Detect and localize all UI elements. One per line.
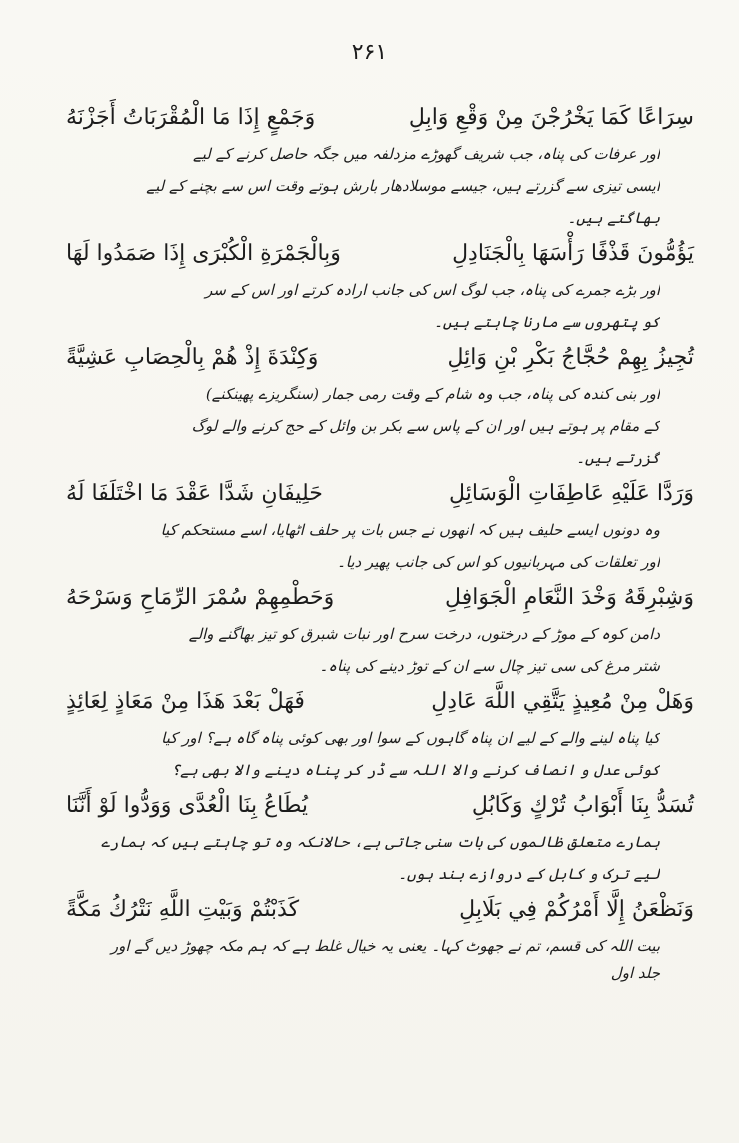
translation-line: کے مقام پر ہوتے ہیں اور ان کے پاس سے بکر بن وائل کے حج کرنے والے لوگ — [191, 417, 660, 435]
verse-first-hemistich: وَجَمْعٍ إِذَا مَا الْمُقْرَبَاتُ أَجَزْنَهُ — [66, 105, 316, 130]
urdu-translation — [60, 138, 700, 234]
translation-line: کوئی عدل و انصاف کرنے والا اللہ سے ڈر کر پناہ دینے والا بھی ہے؟ — [171, 761, 660, 779]
translation-line: اور عرفات کی پناہ، جب شریف گھوڑے مزدلفہ میں جگہ حاصل کرنے کے لیے — [192, 145, 660, 163]
page-number: ۲۶۱ — [351, 40, 388, 65]
verse-first-hemistich: وَكِنْدَةَ إِذْ هُمْ بِالْحِصَابِ عَشِيَّةً — [66, 345, 319, 370]
verse-first-hemistich: وَحَطْمِهِمْ سُمْرَ الرِّمَاحِ وَسَرْحَهُ — [66, 585, 335, 610]
urdu-translation — [60, 378, 700, 474]
urdu-translation — [60, 274, 700, 338]
translation-line: اور بڑے جمرے کی پناہ، جب لوگ اس کی جانب ارادہ کرتے اور اس کے سر — [205, 281, 660, 299]
verse-second-hemistich: وَهَلْ مِنْ مُعِيذٍ يَتَّقِي اللَّهَ عَادِلِ — [431, 689, 694, 714]
translation-line: وہ دونوں ایسے حلیف ہیں کہ انھوں نے جس بات پر حلف اٹھایا، اسے مستحکم کیا — [160, 521, 660, 539]
verse-line — [60, 98, 700, 138]
verse-first-hemistich: حَلِيفَانِ شَدَّا عَقْدَ مَا اخْتَلَفَا لَهُ — [66, 481, 323, 506]
stanza — [60, 578, 700, 682]
stanza — [60, 338, 700, 474]
stanza — [60, 98, 700, 234]
translation-line: اور تعلقات کی مہربانیوں کو اس کی جانب پھیر دیا۔ — [336, 553, 660, 571]
translation-line: لیے ترک و کابل کے دروازے بند ہوں۔ — [398, 865, 660, 883]
urdu-translation — [60, 722, 700, 786]
verse-line — [60, 474, 700, 514]
verse-line — [60, 890, 700, 930]
verse-line — [60, 682, 700, 722]
verse-second-hemistich: وَنَظْعَنُ إِلَّا أَمْرُكُمْ فِي بَلَابِلِ — [459, 897, 694, 922]
verse-second-hemistich: تُسَدُّ بِنَا أَبْوَابُ تُرْكٍ وَكَابُلِ — [471, 793, 694, 818]
verse-second-hemistich: يَؤُمُّونَ قَذْفًا رَأْسَهَا بِالْجَنَادِلِ — [452, 241, 694, 266]
stanza — [60, 234, 700, 338]
translation-line: دامن کوہ کے موڑ کے درختوں، درخت سرح اور نبات شبرق کو تیز بھاگنے والے — [188, 625, 660, 643]
stanza — [60, 786, 700, 890]
volume-footer: جلد اول — [610, 964, 660, 982]
verse-first-hemistich: يُطَاعُ بِنَا الْعُدَّى وَوَدُّوا لَوْ أَنَّنَا — [66, 793, 309, 818]
poem-body — [60, 98, 700, 982]
translation-line: بیت اللہ کی قسم، تم نے جھوٹ کہا۔ یعنی یہ خیال غلط ہے کہ ہم مکہ چھوڑ دیں گے اور — [110, 937, 660, 955]
urdu-translation — [60, 618, 700, 682]
translation-line: بھاگتے ہیں۔ — [567, 209, 660, 227]
urdu-translation — [60, 930, 700, 962]
translation-line: ہمارے متعلق ظالموں کی بات سنی جاتی ہے، حالانکہ وہ تو چاہتے ہیں کہ ہمارے — [101, 833, 660, 851]
translation-line: اور بنی کندہ کی پناہ، جب وہ شام کے وقت رمی جمار (سنگریزے پھینکنے) — [205, 385, 660, 403]
verse-second-hemistich: وَشِبْرِقَهُ وَخْدَ النَّعَامِ الْجَوَافِلِ — [445, 585, 694, 610]
urdu-translation — [60, 826, 700, 890]
stanza — [60, 682, 700, 786]
verse-second-hemistich: تُجِيزُ بِهِمْ حُجَّاجُ بَكْرِ بْنِ وَائِلِ — [447, 345, 694, 370]
verse-line — [60, 338, 700, 378]
verse-line — [60, 234, 700, 274]
translation-line: ایسی تیزی سے گزرتے ہیں، جیسے موسلادھار بارش ہوتے وقت اس سے بچنے کے لیے — [146, 177, 660, 195]
verse-first-hemistich: وَبِالْجَمْرَةِ الْكُبْرَى إِذَا صَمَدُوا لَهَا — [66, 241, 341, 266]
verse-line — [60, 786, 700, 826]
stanza — [60, 474, 700, 578]
stanza — [60, 890, 700, 962]
translation-line: کیا پناہ لینے والے کے لیے ان پناہ گاہوں کے سوا اور بھی کوئی پناہ گاہ ہے؟ اور کیا — [161, 729, 660, 747]
verse-first-hemistich: كَذَبْتُمْ وَبَيْتِ اللَّهِ نَتْرُكُ مَكَّةً — [66, 897, 300, 922]
verse-first-hemistich: فَهَلْ بَعْدَ هَذَا مِنْ مَعَاذٍ لِعَائِذٍ — [66, 689, 305, 714]
verse-second-hemistich: سِرَاعًا كَمَا يَخْرُجْنَ مِنْ وَقْعِ وَابِلِ — [408, 105, 694, 130]
verse-line — [60, 578, 700, 618]
translation-line: کو پتھروں سے مارنا چاہتے ہیں۔ — [434, 313, 660, 331]
urdu-translation — [60, 514, 700, 578]
translation-line: گزرتے ہیں۔ — [576, 449, 660, 467]
translation-line: شتر مرغ کی سی تیز چال سے ان کے توڑ دینے کی پناہ۔ — [319, 657, 660, 675]
verse-second-hemistich: وَرَدَّا عَلَيْهِ عَاطِفَاتِ الْوَسَائِلِ — [449, 481, 694, 506]
